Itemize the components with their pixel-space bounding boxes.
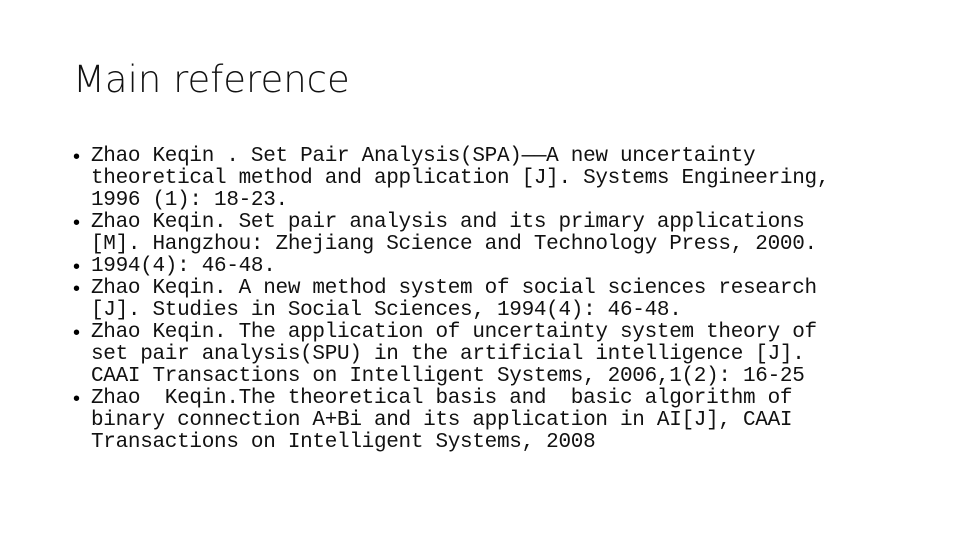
bullet-icon: • bbox=[73, 322, 81, 344]
reference-line: set pair analysis(SPU) in the artificial intelligence [J]. bbox=[91, 343, 805, 366]
reference-item bbox=[73, 146, 873, 212]
reference-line: Transactions on Intelligent Systems, 2008 bbox=[91, 431, 596, 454]
reference-line: 1996 (1): 18-23. bbox=[91, 189, 288, 212]
reference-line: Zhao Keqin. The application of uncertainty system theory of bbox=[91, 321, 817, 344]
reference-item bbox=[73, 322, 873, 388]
reference-list bbox=[73, 146, 873, 454]
bullet-icon: • bbox=[73, 146, 81, 168]
reference-line: binary connection A+Bi and its application in AI[J], CAAI bbox=[91, 409, 793, 432]
reference-item bbox=[73, 212, 873, 256]
bullet-icon: • bbox=[73, 256, 81, 278]
reference-line: Zhao Keqin.The theoretical basis and basic algorithm of bbox=[91, 387, 793, 410]
bullet-icon: • bbox=[73, 388, 81, 410]
slide-title: Main reference bbox=[73, 58, 350, 101]
reference-item bbox=[73, 278, 873, 322]
reference-item bbox=[73, 388, 873, 454]
bullet-icon: • bbox=[73, 278, 81, 300]
reference-line: [J]. Studies in Social Sciences, 1994(4): 46-48. bbox=[91, 299, 682, 322]
reference-line: Zhao Keqin. A new method system of social sciences research bbox=[91, 277, 817, 300]
reference-line: CAAI Transactions on Intelligent Systems, 2006,1(2): 16-25 bbox=[91, 365, 805, 388]
reference-line: [M]. Hangzhou: Zhejiang Science and Technology Press, 2000. bbox=[91, 233, 817, 256]
reference-item bbox=[73, 256, 873, 278]
reference-line: Zhao Keqin. Set pair analysis and its primary applications bbox=[91, 211, 805, 234]
bullet-icon: • bbox=[73, 212, 81, 234]
reference-line: Zhao Keqin . Set Pair Analysis(SPA)——A new uncertainty bbox=[91, 145, 756, 168]
reference-line: theoretical method and application [J]. Systems Engineering, bbox=[91, 167, 830, 190]
reference-line: 1994(4): 46-48. bbox=[91, 255, 276, 278]
